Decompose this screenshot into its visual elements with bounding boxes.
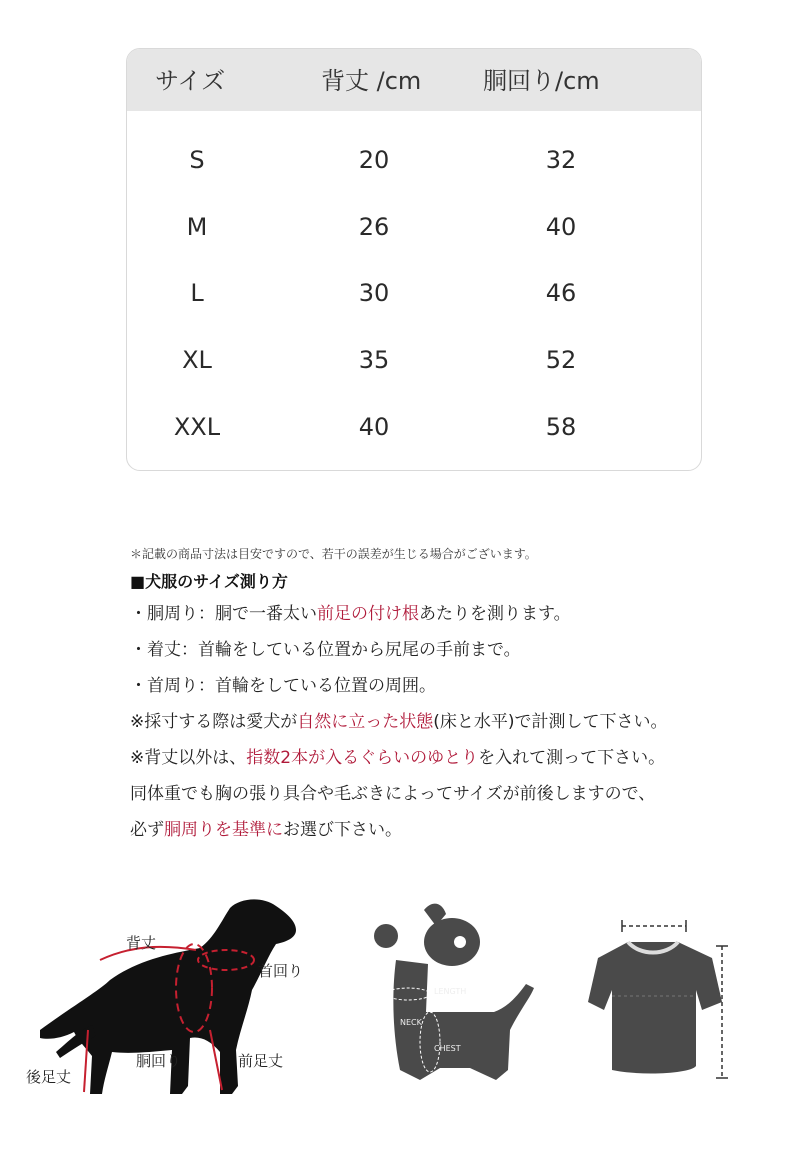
note-length: ・着丈：首輪をしている位置から尻尾の手前まで。 bbox=[130, 640, 521, 660]
header-back-length: 背丈 /cm bbox=[321, 67, 422, 95]
measurement-diagrams bbox=[0, 880, 799, 1164]
cell-size: L bbox=[190, 279, 204, 307]
note-text: お選び下さい。 bbox=[283, 820, 402, 840]
note-measure-allowance bbox=[130, 740, 780, 776]
cell-size: M bbox=[186, 213, 208, 241]
cell-chest: 32 bbox=[545, 146, 577, 174]
watermark: kenko bbox=[632, 1072, 738, 1112]
cell-back-length: 30 bbox=[358, 279, 390, 307]
cell-size: XL bbox=[182, 346, 212, 374]
cell-size: XXL bbox=[173, 413, 221, 441]
note-neck: ・首周り：首輪をしている位置の周囲。 bbox=[130, 676, 436, 696]
note-highlight: 前足の付け根 bbox=[317, 604, 419, 624]
note-highlight: 指数2本が入るぐらいのゆとり bbox=[246, 748, 479, 768]
label-neck-en: NECK bbox=[400, 1018, 422, 1027]
cell-size: S bbox=[189, 146, 205, 174]
cell-back-length: 26 bbox=[358, 213, 390, 241]
table-row bbox=[127, 328, 701, 392]
cell-chest: 40 bbox=[545, 213, 577, 241]
table-header bbox=[127, 49, 701, 111]
label-back-length: 背丈 bbox=[126, 934, 157, 952]
table-row bbox=[127, 128, 701, 192]
note-text: を入れて測って下さい。 bbox=[478, 748, 666, 768]
label-length-en: LENGTH bbox=[434, 987, 467, 996]
note-text: (床と水平)で計測して下さい。 bbox=[433, 712, 668, 732]
note-text: ※背丈以外は、 bbox=[130, 748, 247, 768]
note-basis bbox=[130, 812, 780, 848]
note-highlight: 自然に立った状態 bbox=[297, 712, 434, 732]
table-row bbox=[127, 195, 701, 259]
shirt-icon bbox=[588, 942, 722, 1073]
label-neck: 首回り bbox=[258, 962, 304, 980]
table-row bbox=[127, 261, 701, 325]
label-hind-leg: 後足丈 bbox=[26, 1068, 72, 1086]
label-front-leg: 前足丈 bbox=[238, 1052, 284, 1070]
disclaimer-text: ＊記載の商品寸法は目安ですので、若干の誤差が生じる場合がございます。 bbox=[130, 547, 537, 561]
cell-back-length: 35 bbox=[358, 346, 390, 374]
table-row bbox=[127, 395, 701, 459]
cell-back-length: 20 bbox=[358, 146, 390, 174]
size-table bbox=[126, 48, 702, 471]
note-weight: 同体重でも胸の張り具合や毛ぶきによってサイズが前後しますので、 bbox=[130, 784, 656, 804]
note-measure-standing bbox=[130, 704, 780, 740]
label-chest-en: CHEST bbox=[434, 1044, 461, 1053]
cell-chest: 58 bbox=[545, 413, 577, 441]
measurement-notes bbox=[130, 540, 780, 848]
note-text: ・胴周り：胴で一番太い bbox=[130, 604, 317, 624]
note-chest bbox=[130, 596, 780, 632]
header-size: サイズ bbox=[155, 67, 226, 95]
cell-back-length: 40 bbox=[358, 413, 390, 441]
label-chest: 胴回り bbox=[136, 1052, 182, 1070]
notes-heading: ■犬服のサイズ測り方 bbox=[130, 572, 288, 591]
note-highlight: 胴周りを基準に bbox=[164, 820, 283, 840]
note-text: あたりを測ります。 bbox=[419, 604, 571, 624]
note-text: ※採寸する際は愛犬が bbox=[130, 712, 298, 732]
note-text: 必ず bbox=[130, 820, 164, 840]
header-chest: 胴回り/cm bbox=[483, 67, 600, 95]
cell-chest: 46 bbox=[545, 279, 577, 307]
cell-chest: 52 bbox=[545, 346, 577, 374]
